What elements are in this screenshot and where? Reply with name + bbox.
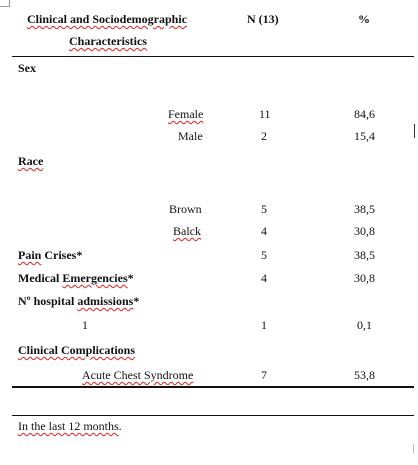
section-clinical-complications: Clinical Complications: [18, 343, 136, 357]
row-brown-n: 5: [261, 202, 267, 216]
section-hospital-admissions: Nº hospital admissions*: [18, 294, 140, 308]
margin-tick-mark: [413, 444, 414, 453]
section-race: Race: [18, 154, 44, 168]
page-corner-mark: [0, 0, 10, 7]
section-medical-emergencies: Medical Emergencies*: [18, 271, 134, 285]
row-brown-label: Brown: [169, 202, 202, 216]
row-male-label: Male: [178, 129, 203, 143]
row-acute-chest-n: 7: [261, 368, 267, 382]
row-pain-crises-n: 5: [261, 248, 267, 262]
text-cursor-mark: [414, 124, 415, 138]
section-sex: Sex: [18, 61, 36, 75]
table-bottom-rule: [12, 386, 414, 388]
row-admissions-1-label: 1: [82, 318, 88, 332]
row-male-pct: 15,4: [354, 129, 375, 143]
section-pain-crises: Pain Crises*: [18, 248, 83, 262]
footnote: In the last 12 months.: [18, 419, 122, 433]
row-black-n: 4: [261, 224, 267, 238]
row-black-label: Balck: [173, 224, 201, 238]
row-medical-emergencies-pct: 30,8: [354, 271, 375, 285]
header-characteristics-line2: Characteristics: [69, 34, 147, 48]
row-admissions-1-n: 1: [261, 318, 267, 332]
header-divider: [12, 56, 414, 57]
header-n: N (13): [247, 12, 279, 26]
row-acute-chest-label: Acute Chest Syndrome: [82, 368, 194, 382]
row-female-n: 11: [259, 107, 271, 121]
header-percent: %: [358, 12, 370, 26]
row-acute-chest-pct: 53,8: [354, 368, 375, 382]
row-medical-emergencies-n: 4: [261, 271, 267, 285]
row-black-pct: 30,8: [354, 224, 375, 238]
row-pain-crises-pct: 38,5: [354, 248, 375, 262]
row-female-pct: 84,6: [354, 107, 375, 121]
row-brown-pct: 38,5: [354, 202, 375, 216]
row-admissions-1-pct: 0,1: [357, 318, 372, 332]
footnote-rule: [12, 415, 414, 416]
header-characteristics-line1: Clinical and Sociodemographic: [27, 12, 188, 26]
row-male-n: 2: [261, 129, 267, 143]
row-female-label: Female: [168, 107, 204, 121]
